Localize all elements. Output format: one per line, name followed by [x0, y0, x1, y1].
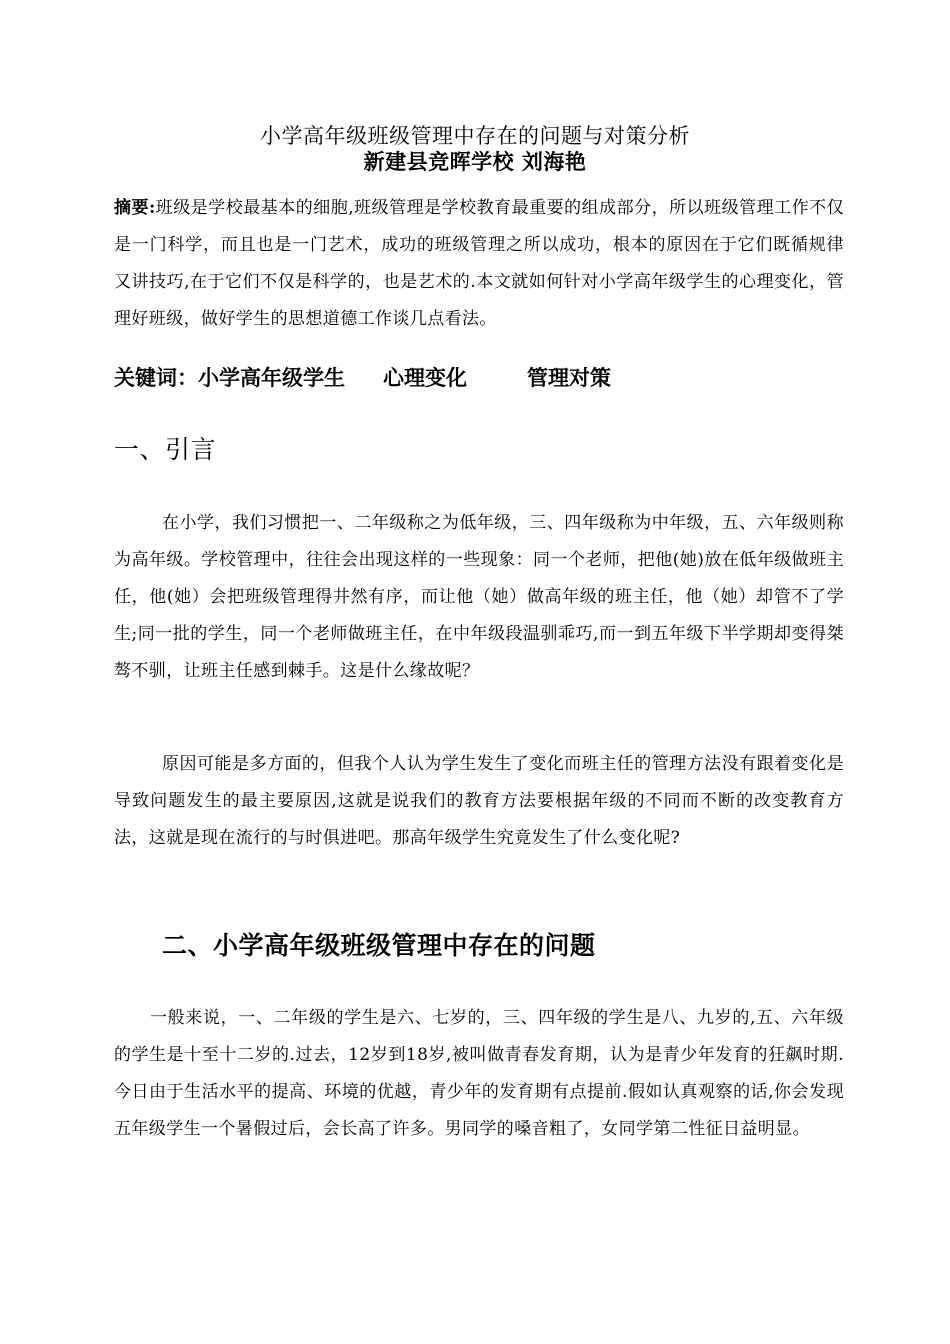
keywords — [114, 361, 844, 395]
keyword-item: 管理对策 — [527, 365, 611, 390]
author-line: 新建县竞晖学校 刘海艳 — [363, 149, 587, 174]
section-paragraph — [114, 746, 844, 857]
abstract — [114, 190, 844, 338]
keywords-label: 关键词： — [114, 365, 198, 390]
section-heading: 二、小学高年级班级管理中存在的问题 — [162, 931, 596, 960]
abstract-text: 班级是学校最基本的细胞,班级管理是学校教育最重要的组成部分，所以班级管理工作不仅是一门科学，而且也是一门艺术，成功的班级管理之所以成功，根本的原因在于它们既循规律又讲技巧,在于它们不仅是科学的，也是艺术的.本文就如何针对小学高年级学生的心理变化，管理好班级，做好学生的思想道德工作谈几点看法。 — [114, 198, 844, 329]
document-title: 小学高年级班级管理中存在的问题与对策分析 — [260, 124, 690, 148]
keyword-item: 心理变化 — [383, 365, 467, 390]
paragraph-text: 在小学，我们习惯把一、二年级称之为低年级，三、四年级称为中年级，五、六年级则称为高年级。学校管理中，往往会出现这样的一些现象：同一个老师，把他(她)放在低年级做班主任，他(她）会把班级管理得井然有序，而让他（她）做高年级的班主任，他（她）却管不了学生;同一批的学生，同一个老师做班主任，在中年级段温驯乖巧,而一到五年级下半学期却变得桀骜不驯，让班主任感到棘手。这是什么缘故呢？ — [114, 513, 844, 681]
section-heading: 一、引言 — [114, 435, 217, 464]
paragraph-text: 一般来说，一、二年级的学生是六、七岁的，三、四年级的学生是八、九岁的,五、六年级的学生是十至十二岁的.过去，12岁到18岁,被叫做青春发育期，认为是青少年发育的狂飙时期.今日由于生活水平的提高、环境的优越，青少年的发育期有点提前.假如认真观察的话,你会发现五年级学生一个暑假过后，会长高了许多。男同学的嗓音粗了，女同学第二性征日益明显。 — [114, 1008, 844, 1139]
paragraph-text: 原因可能是多方面的，但我个人认为学生发生了变化而班主任的管理方法没有跟着变化是导致问题发生的最主要原因,这就是说我们的教育方法要根据年级的不同而不断的改变教育方法，这就是现在流行的与时俱进吧。那高年级学生究竟发生了什么变化呢? — [114, 754, 844, 848]
section-paragraph — [114, 1000, 844, 1148]
section-paragraph — [114, 505, 844, 690]
keyword-item: 小学高年级学生 — [198, 365, 345, 390]
abstract-label: 摘要: — [114, 198, 156, 218]
